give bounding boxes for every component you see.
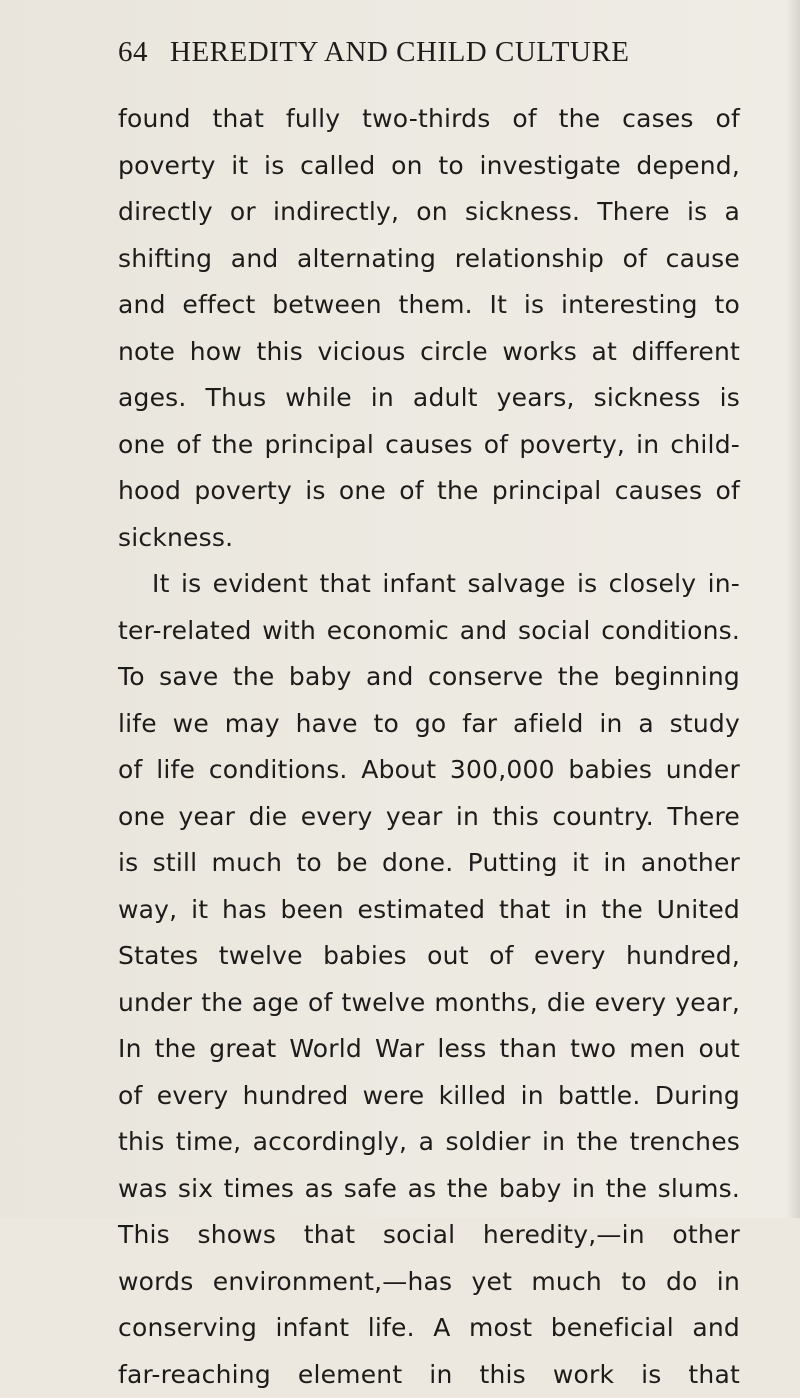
text-line: conserving infant life. A most beneficial and [118, 1305, 740, 1352]
page-edge-shadow [786, 0, 800, 1218]
text-line: shifting and alternating relationship of cause [118, 236, 740, 283]
text-line: was six times as safe as the baby in the slums. [118, 1166, 740, 1213]
text-line: In the great World War less than two men out [118, 1026, 740, 1073]
text-line: poverty it is called on to investigate depend, [118, 143, 740, 190]
text-line: ages. Thus while in adult years, sickness is [118, 375, 740, 422]
text-line: This shows that social heredity,—in other [118, 1212, 740, 1259]
text-line: directly or indirectly, on sickness. There is a [118, 189, 740, 236]
text-line: To save the baby and conserve the beginning [118, 654, 740, 701]
text-line: hood poverty is one of the principal causes of [118, 468, 740, 515]
running-head [118, 36, 738, 69]
text-line: ter-related with economic and social conditions. [118, 608, 740, 655]
running-title: HEREDITY AND CHILD CULTURE [170, 36, 630, 69]
text-line-paragraph-start: It is evident that infant salvage is closely in- [118, 561, 740, 608]
text-line: life we may have to go far afield in a study [118, 701, 740, 748]
text-line: this time, accordingly, a soldier in the trenches [118, 1119, 740, 1166]
text-line: and effect between them. It is interesting to [118, 282, 740, 329]
text-line: one of the principal causes of poverty, in child- [118, 422, 740, 469]
text-line: far-reaching element in this work is that [118, 1352, 740, 1398]
text-line: words environment,—has yet much to do in [118, 1259, 740, 1306]
text-line: one year die every year in this country. There [118, 794, 740, 841]
text-line: is still much to be done. Putting it in another [118, 840, 740, 887]
text-line: found that fully two-thirds of the cases of [118, 96, 740, 143]
text-line: under the age of twelve months, die every year, [118, 980, 740, 1027]
page-number: 64 [118, 36, 170, 69]
text-line: of every hundred were killed in battle. During [118, 1073, 740, 1120]
text-line: States twelve babies out of every hundred, [118, 933, 740, 980]
text-line: way, it has been estimated that in the United [118, 887, 740, 934]
text-line: of life conditions. About 300,000 babies under [118, 747, 740, 794]
text-line: note how this vicious circle works at different [118, 329, 740, 376]
text-line-paragraph-end: sickness. [118, 515, 740, 562]
body-text [118, 96, 740, 1398]
